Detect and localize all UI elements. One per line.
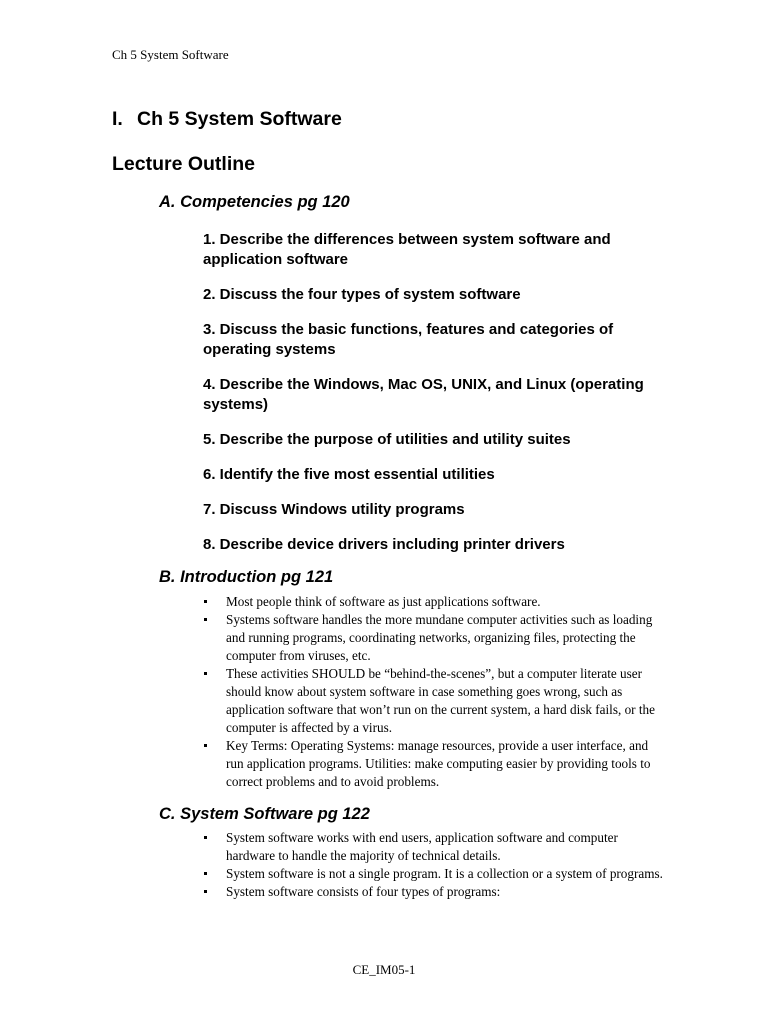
bullet-text: Most people think of software as just applications software. <box>226 594 541 609</box>
bullet-text: Systems software handles the more mundane computer activities such as loading and running programs, coordinating networks, organizing files, protecting the computer from viruses, etc. <box>226 612 653 663</box>
list-item <box>203 865 663 883</box>
list-item <box>203 665 663 737</box>
page-footer: CE_IM05-1 <box>352 962 416 977</box>
list-item: 6. Identify the five most essential utilities <box>203 466 495 483</box>
bullet-icon <box>204 890 207 893</box>
list-item <box>203 829 663 865</box>
list-item <box>203 883 663 901</box>
page-title <box>112 108 342 131</box>
system-software-bullets <box>203 829 663 901</box>
list-item: 5. Describe the purpose of utilities and utility suites <box>203 431 571 448</box>
outline-heading: Lecture Outline <box>112 153 256 175</box>
bullet-icon <box>204 744 207 747</box>
list-item: 3. Discuss the basic functions, features and categories of operating systems <box>203 321 614 358</box>
bullet-icon <box>204 618 207 621</box>
list-item: 8. Describe device drivers including printer drivers <box>203 536 565 553</box>
introduction-bullets <box>203 593 663 791</box>
section-heading-competencies: A. Competencies pg 120 <box>159 193 350 211</box>
list-item: 2. Discuss the four types of system software <box>203 286 521 303</box>
section-heading-system-software: C. System Software pg 122 <box>159 805 370 823</box>
bullet-icon <box>204 672 207 675</box>
bullet-text: System software is not a single program. It is a collection or a system of programs. <box>226 866 663 881</box>
list-item <box>203 611 663 665</box>
bullet-text: These activities SHOULD be “behind-the-scenes”, but a computer literate user should know about system software in case something goes wrong, such as application software that won’t run on the current system, a hard disk fails, or the computer is affected by a virus. <box>226 666 655 735</box>
title-text: Ch 5 System Software <box>137 108 342 130</box>
list-item: 7. Discuss Windows utility programs <box>203 501 465 518</box>
bullet-icon <box>204 836 207 839</box>
running-header: Ch 5 System Software <box>112 47 229 62</box>
bullet-text: System software consists of four types of programs: <box>226 884 501 899</box>
list-item <box>203 593 663 611</box>
list-item: 4. Describe the Windows, Mac OS, UNIX, and Linux (operating systems) <box>203 376 644 413</box>
bullet-icon <box>204 600 207 603</box>
list-item <box>203 737 663 791</box>
bullet-text: Key Terms: Operating Systems: manage resources, provide a user interface, and run application programs. Utilities: make computing easier by providing tools to correct problems and to avoid problems. <box>226 738 651 789</box>
bullet-text: System software works with end users, application software and computer hardware to handle the majority of technical details. <box>226 830 618 863</box>
bullet-icon <box>204 872 207 875</box>
competencies-list <box>203 230 673 555</box>
title-number: I. <box>112 108 123 130</box>
section-heading-introduction: B. Introduction pg 121 <box>159 568 334 586</box>
list-item: 1. Describe the differences between system software and application software <box>203 231 611 268</box>
